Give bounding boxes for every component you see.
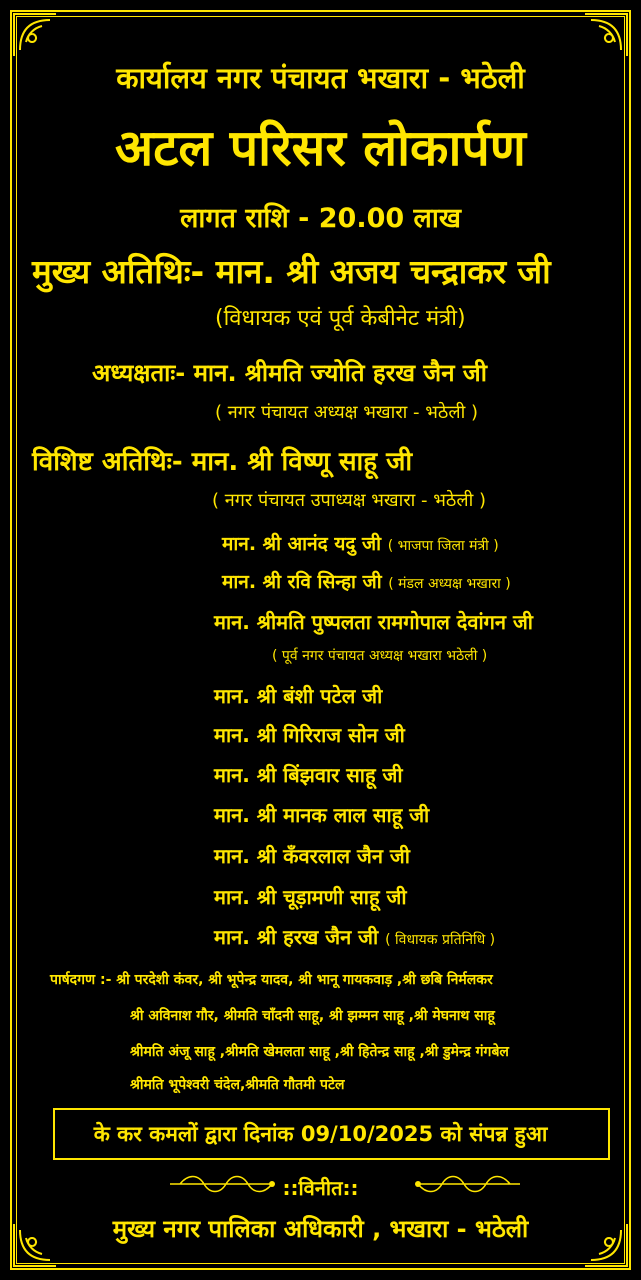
special-guest-name: मान. श्री विष्णू साहू जी [191, 447, 413, 477]
guest-line [214, 761, 403, 788]
guest-name: मान. श्री हरख जैन जी [214, 925, 379, 949]
guest-line [214, 883, 407, 910]
guest-name: मान. श्री मानक लाल साहू जी [214, 803, 430, 827]
flourish-right-icon [412, 1172, 522, 1196]
cost-line: लागत राशि - 20.00 लाख [180, 203, 461, 234]
chief-guest-name: मान. श्री अजय चन्द्राकर जी [215, 252, 551, 291]
councillors-line: श्रीमति भूपेश्वरी चंदेल,श्रीमति गौतमी पटेल [130, 1077, 345, 1093]
footer-signature: मुख्य नगर पालिका अधिकारी , भखारा - भठेली [112, 1215, 529, 1243]
special-guest-role: ( नगर पंचायत उपाध्यक्ष भखारा - भठेली ) [212, 490, 486, 511]
chief-guest-line [32, 248, 551, 293]
guest-line [214, 801, 429, 828]
corner-ornament-icon [12, 12, 58, 58]
guest-line [214, 923, 495, 950]
guest-role: ( भाजपा जिला मंत्री ) [387, 538, 499, 554]
presided-name: मान. श्रीमति ज्योति हरख जैन जी [193, 359, 487, 387]
guest-name: मान. श्री चूड़ामणी साहू जी [214, 885, 407, 909]
presided-line [92, 356, 487, 389]
guest-line [222, 530, 499, 556]
councillors-line: श्री अविनाश गौर, श्रीमति चाँदनी साहू, श्री झम्मन साहू ,श्री मेघनाथ साहू [130, 1008, 495, 1024]
guest-name: मान. श्री कँवरलाल जैन जी [214, 844, 410, 868]
guest-role: ( विधायक प्रतिनिधि ) [385, 932, 496, 948]
special-guest-line [32, 442, 412, 478]
guest-name: मान. श्री रवि सिन्हा जी [222, 571, 382, 593]
guest-line [214, 842, 410, 869]
chief-guest-role: (विधायक एवं पूर्व केबीनेट मंत्री) [215, 306, 466, 331]
guest-name: मान. श्री बिंझवार साहू जी [214, 763, 403, 787]
guest-line [214, 608, 533, 635]
corner-ornament-icon [583, 12, 629, 58]
guest-name: मान. श्री आनंद यदु जी [222, 533, 382, 555]
guest-line [214, 682, 382, 709]
guest-name: मान. श्री बंशी पटेल जी [214, 684, 383, 708]
vineet-label: ::विनीत:: [282, 1176, 359, 1200]
presided-role: ( नगर पंचायत अध्यक्ष भखारा - भठेली ) [215, 402, 479, 423]
completion-text: के कर कमलों द्वारा दिनांक 09/10/2025 को संपन्न हुआ [93, 1122, 548, 1146]
guest-role: ( मंडल अध्यक्ष भखारा ) [388, 576, 511, 592]
guest-line [214, 721, 405, 748]
chief-guest-label: मुख्य अतिथिः- [32, 252, 205, 291]
event-title: अटल परिसर लोकार्पण [115, 119, 526, 177]
presided-label: अध्यक्षताः- [92, 359, 186, 387]
special-guest-label: विशिष्ट अतिथिः- [32, 447, 183, 477]
guest-role: ( पूर्व नगर पंचायत अध्यक्ष भखारा भठेली ) [272, 648, 488, 664]
guest-name: मान. श्री गिरिराज सोन जी [214, 723, 405, 747]
guest-line [222, 568, 511, 594]
office-heading: कार्यालय नगर पंचायत भखारा - भठेली [116, 61, 525, 95]
guest-name: मान. श्रीमति पुष्पलता रामगोपाल देवांगन जी [214, 610, 533, 634]
councillors-line: पार्षदगण :- श्री परदेशी कंवर, श्री भूपेन्द्र यादव, श्री भानू गायकवाड़ ,श्री छबि निर्मलकर [50, 972, 493, 988]
councillors-line: श्रीमति अंजू साहू ,श्रीमति खेमलता साहू ,श्री हितेन्द्र साहू ,श्री डुमेन्द्र गंगबेल [130, 1044, 509, 1060]
